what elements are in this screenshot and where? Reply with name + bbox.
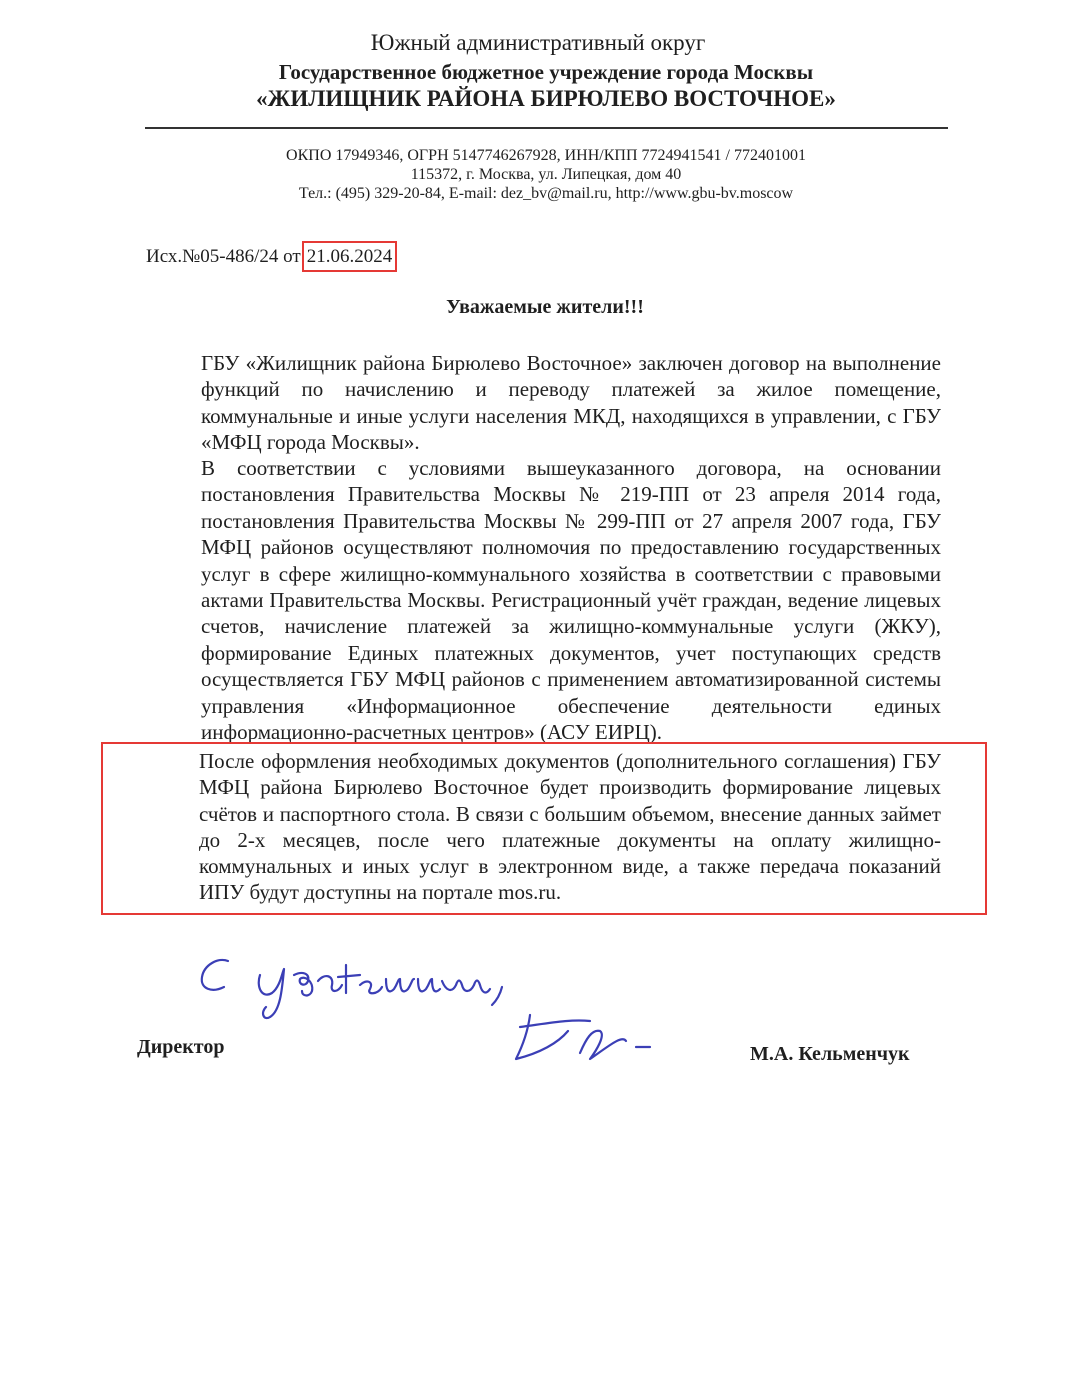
signatory-name: М.А. Кельменчук [750, 1043, 910, 1065]
paragraph-1 [143, 350, 941, 456]
requisites-line3: Тел.: (495) 329-20-84, E-mail: dez_bv@mail.ru, http://www.gbu-bv.moscow [298, 185, 794, 202]
paragraph-2-text: В соответствии с условиями вышеуказанного договора, на основании постановления Правительства Москвы № 219-ПП от 23 апреля 2014 года, постановления Правительства Москвы № 299-ПП от 27 апреля 2007 года, ГБУ МФЦ районов осуществляют полномочия по предоставлению государственных услуг в сфере жилищно-коммунального хозяйства в соответствии с правовыми актами Правительства Москвы. Регистрационный учёт граждан, ведение лицевых счетов, начисление платежей за жилищно-коммунальные услуги (ЖКУ), формирование Единых платежных документов, учет поступающих средств осуществляется ГБУ МФЦ районов с применением автоматизированной системы управления «Информационное обеспечение деятельности единых информационно-расчетных центров» (АСУ ЕИРЦ). [201, 456, 941, 745]
requisites-line2: 115372, г. Москва, ул. Липецкая, дом 40 [410, 166, 682, 183]
highlight-frame [101, 742, 987, 915]
reference-number: Исх.№05-486/24 от [146, 246, 301, 267]
district-line: Южный административный округ [370, 30, 706, 55]
requisites-line1: ОКПО 17949346, ОГРН 5147746267928, ИНН/КПП 7724941541 / 772401001 [286, 147, 806, 164]
signatory-position: Директор [137, 1036, 225, 1058]
paragraph-1-text: ГБУ «Жилищник района Бирюлево Восточное» заключен договор на выполнение функций по начислению и переводу платежей за жилое помещение, коммунальные и иные услуги населения МКД, находящихся в управлении, с ГБУ «МФЦ города Москвы». [201, 351, 941, 455]
org-name-line2: «ЖИЛИЩНИК РАЙОНА БИРЮЛЕВО ВОСТОЧНОЕ» [256, 86, 836, 111]
handwritten-signature [190, 935, 670, 1085]
header-divider [145, 127, 948, 129]
paragraph-2 [143, 455, 941, 745]
reference-date: 21.06.2024 [302, 241, 398, 272]
paragraph-3-text: После оформления необходимых документов (дополнительного соглашения) ГБУ МФЦ района Бирюлево Восточное будет производить формирование лицевых счётов и паспортного стола. В связи с большим объемом, внесение данных займет до 2-х месяцев, после чего платежные документы на оплату жилищно-коммунальных и иных услуг в электронном виде, а также передача показаний ИПУ будут доступны на портале mos.ru. [199, 749, 941, 905]
greeting: Уважаемые жители!!! [446, 296, 644, 318]
outgoing-reference [146, 241, 397, 272]
org-name-line1: Государственное бюджетное учреждение города Москвы [278, 60, 814, 84]
